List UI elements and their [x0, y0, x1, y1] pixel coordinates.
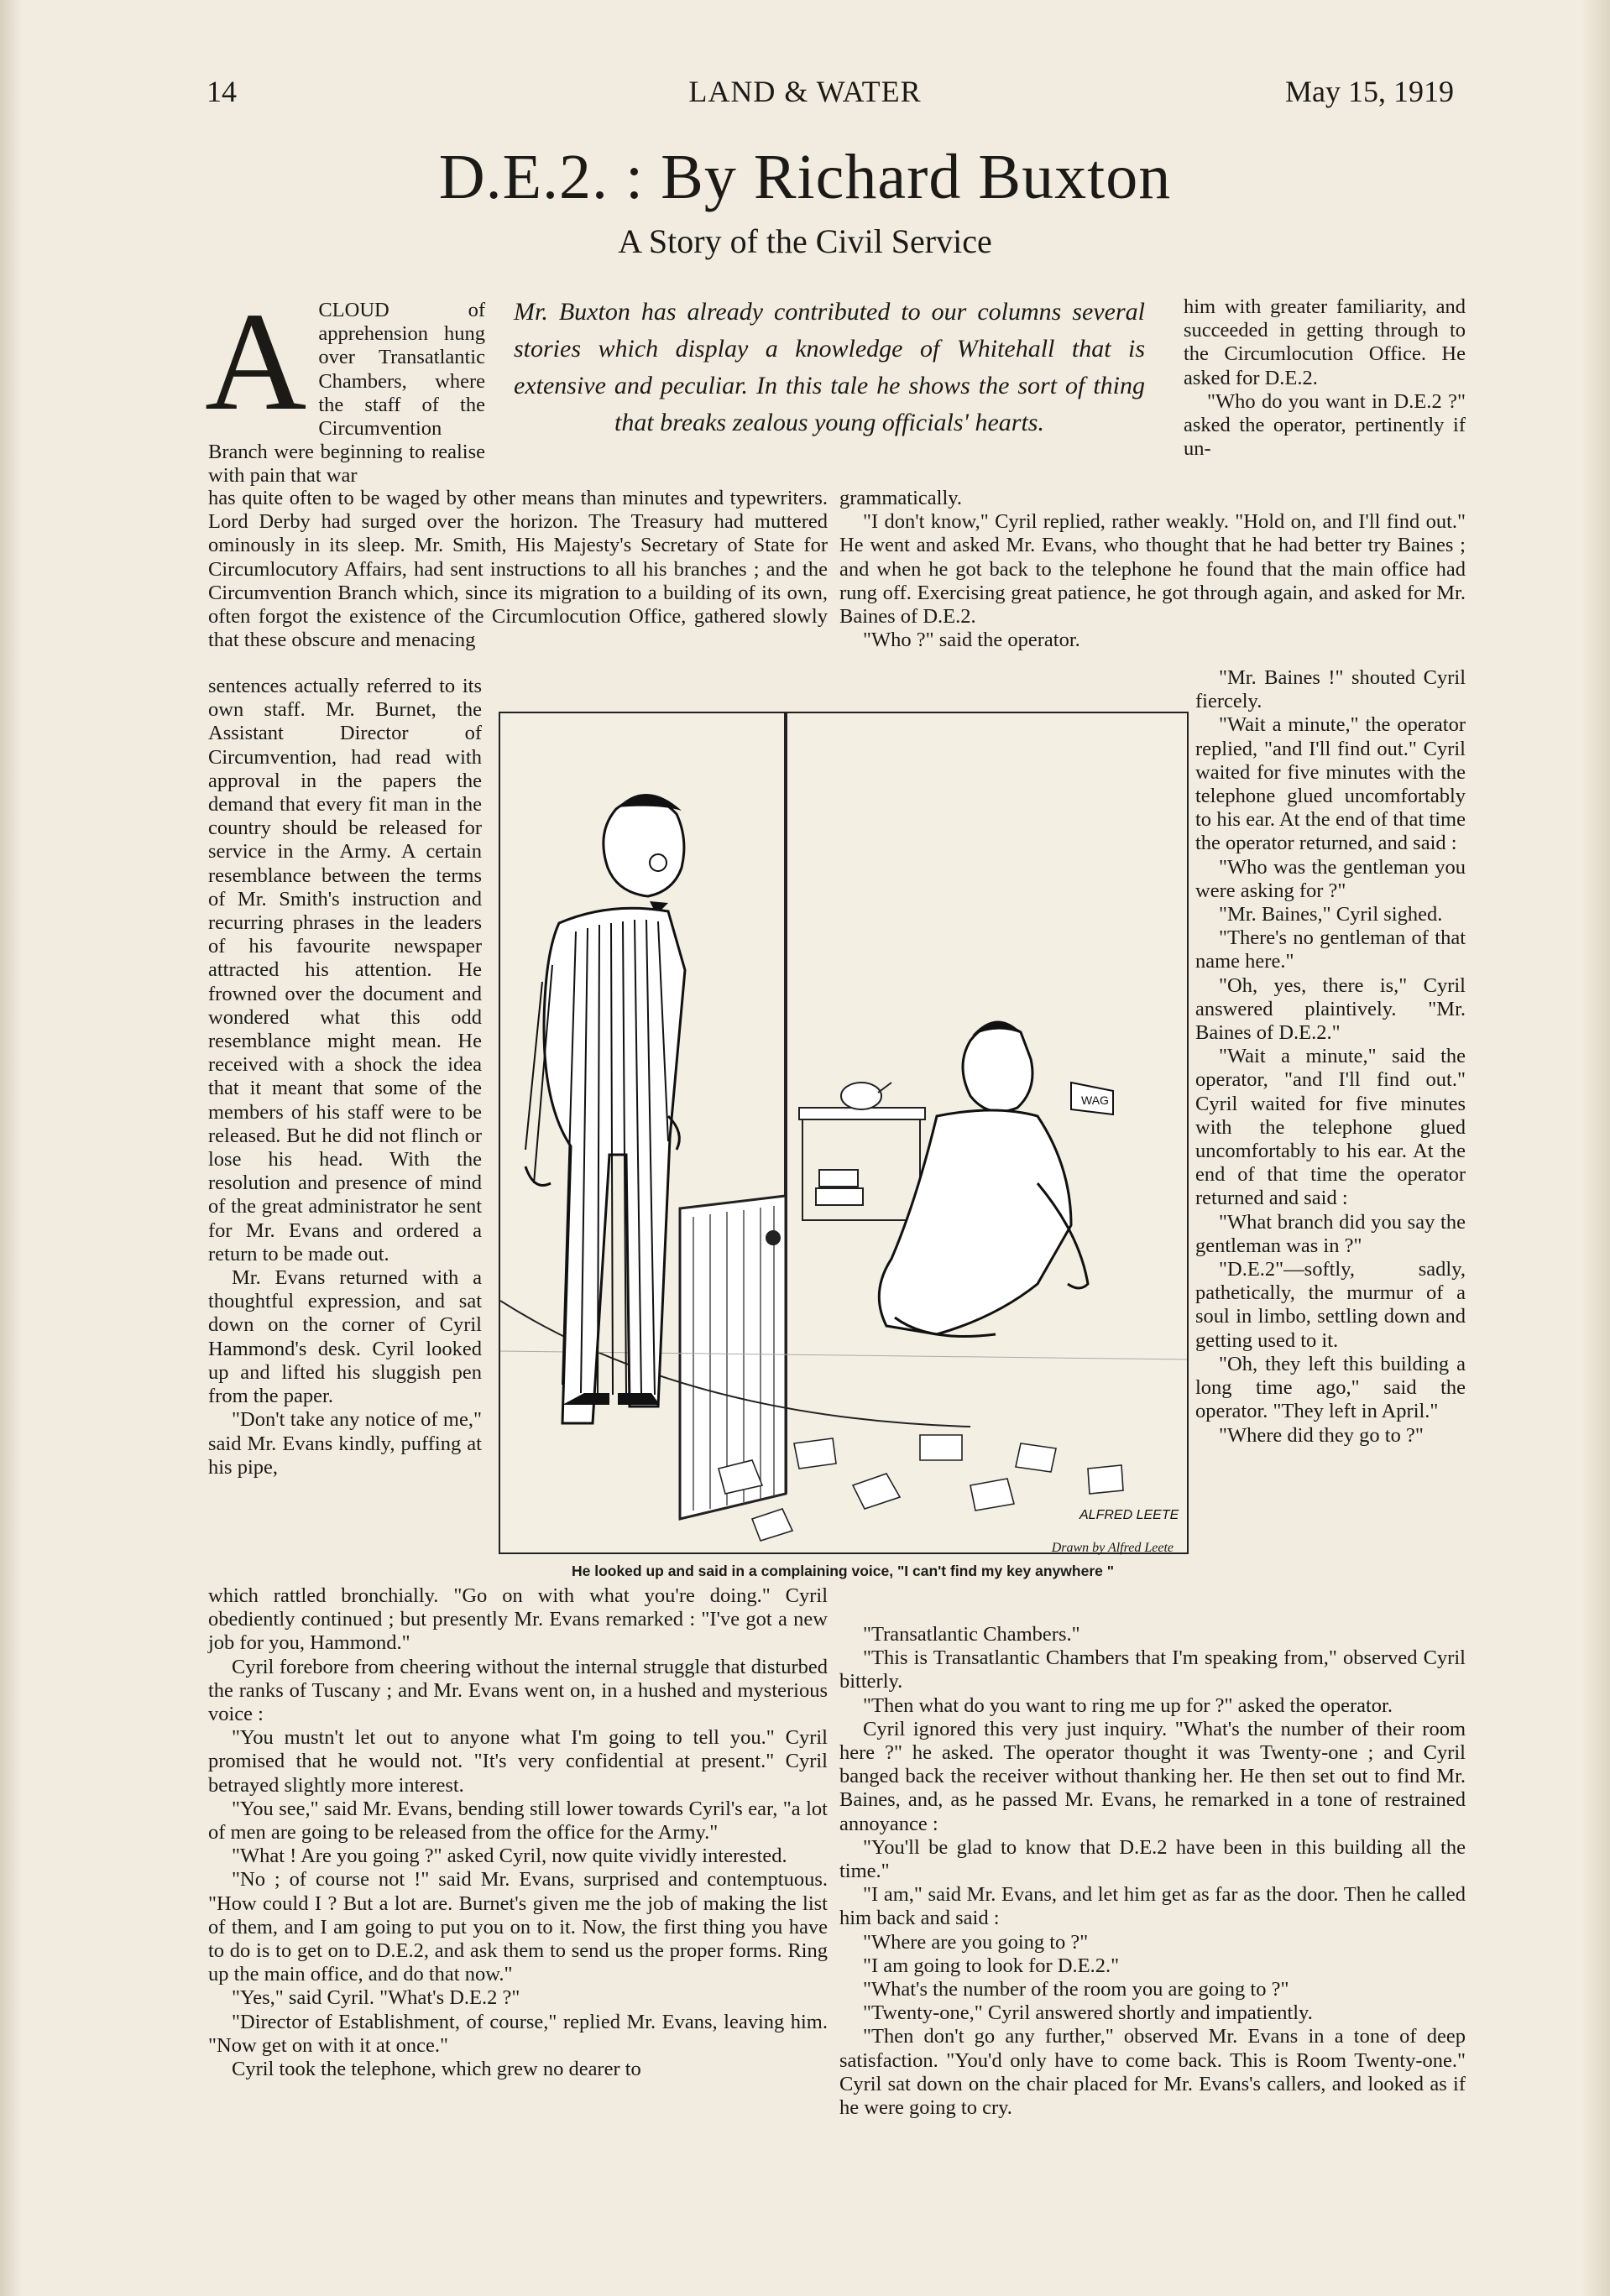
illustration-credit: Drawn by Alfred Leete — [1051, 1541, 1174, 1555]
page-number: 14 — [206, 75, 237, 108]
page-edge — [1581, 0, 1610, 2296]
right-column-bottom: "Transatlantic Chambers." "This is Transatlantic Chambers that I'm speaking from," observed Cyril bitterly. "Then what do you want to ring me up for ?" asked the operator. Cyril ignored this very just inquiry. "What's the number of their room here ?" he asked. The operator thought it was Twenty-one ; and Cyril banged back the receiver without thanking her. He then set out to find Mr. Baines, and, as he passed Mr. Evans, he remarked in a tone of restrained annoyance : "You'll be glad to know that D.E.2 have been in this building all the time." "I am," said Mr. Evans, and let him get as far as the door. Then he called him back and said : "Where are you going to ?" "I am going to look for D.E.2." "What's the number of the room you are going to ?" "Twenty-one," Cyril answered shortly and impatiently. "Then don't go any further," observed Mr. Evans in a tone of deep satisfaction. "You'd only have to come back. This is Room Twenty-one." Cyril sat down on the chair placed for Mr. Evans's callers, and looked as if he were going to cry. — [839, 1623, 1466, 2120]
wall-note-text: WAG — [1081, 1093, 1109, 1107]
page-gutter-shadow — [0, 0, 22, 2296]
left-column-bottom: which rattled bronchially. "Go on with what you're doing." Cyril obediently continued ; but presently Mr. Evans remarked : "I've got a new job for you, Hammond." Cyril forebore from cheering without the internal struggle that disturbed the ranks of Tuscany ; and Mr. Evans went on, in a hushed and mysterious voice : "You mustn't let out to anyone what I'm going to tell you." Cyril promised that he would not. "It's very confidential at present." Cyril betrayed slightly more interest. "You see," said Mr. Evans, bending still lower towards Cyril's ear, "a lot of men are going to be released from the office for the Army." "What ! Are you going ?" asked Cyril, now quite vividly interested. "No ; of course not !" said Mr. Evans, surprised and contemptuous. "How could I ? But a lot are. Burnet's given me the job of making the list of them, and I am going to put you on to it. Now, the first thing you have to do is to get on to D.E.2, and ask them to send us the proper forms. Ring up the main office, and do that now." "Yes," said Cyril. "What's D.E.2 ?" "Director of Establishment, of course," replied Mr. Evans, leaving him. "Now get on with it at once." Cyril took the telephone, which grew no dearer to — [208, 1584, 828, 2081]
issue-date: May 15, 1919 — [1285, 75, 1454, 108]
kneeling-man-figure — [879, 1020, 1113, 1336]
artist-signature: ALFRED LEETE — [1079, 1508, 1179, 1522]
left-column-body: sentences actually referred to its own staff. Mr. Burnet, the Assistant Director of Circumvention, had read with approval in the papers the demand that every fit man in the country should be released for service in the Army. A certain resemblance between the terms of Mr. Smith's instruction and recurring phrases in the leaders of his favourite newspaper attracted his attention. He frowned over the document and wondered what this odd resemblance might mean. He received with a shock the idea that it meant that some of the members of his staff were to be released. But he did not flinch or lose his head. With the resolution and presence of mind of the great administrator he sent for Mr. Evans and ordered a return to be made out. Mr. Evans returned with a thoughtful expression, and sat down on the corner of Cyril Hammond's desk. Cyril looked up and lifted his sluggish pen from the paper. "Don't take any notice of me," said Mr. Evans kindly, puffing at his pipe, — [208, 675, 482, 1479]
right-column-top: him with greater familiarity, and succeeded in getting through to the Circumlocution Office. He asked for D.E.2. "Who do you want in D.E.2 ?" asked the operator, pertinently if un- — [1184, 295, 1466, 461]
cartoon-illustration — [499, 712, 1189, 1554]
middle-text-top: grammatically. "I don't know," Cyril replied, rather weakly. "Hold on, and I'll find out." He went and asked Mr. Evans, who thought that he had better try Baines ; and when he got back to the telephone he found that the main office had rung off. Exercising great patience, he got through again, and asked for Mr. Baines of D.E.2. "Who ?" said the operator. — [839, 487, 1466, 652]
opening-column — [205, 284, 485, 488]
right-column-body: "Mr. Baines !" shouted Cyril fiercely. "Wait a minute," the operator replied, "and I'll find out." Cyril waited for five minutes with the telephone glued uncomfortably to his ear. At the end of that time the operator returned, and said : "Who was the gentleman you were asking for ?" "Mr. Baines," Cyril sighed. "There's no gentleman of that name here." "Oh, yes, there is," Cyril answered plaintively. "Mr. Baines of D.E.2." "Wait a minute," said the operator, "and I'll find out." Cyril waited for five minutes with the telephone glued uncomfortably to his ear. At the end of that time the operator returned and said : "What branch did you say the gentleman was in ?" "D.E.2"—softly, sadly, pathetically, the murmur of a soul in limbo, settling down and getting used to it. "Oh, they left this building a long time ago," said the operator. "They left in April." "Where did they go to ?" — [1195, 666, 1466, 1447]
table-with-teapot — [799, 1083, 925, 1220]
opening-text: CLOUD of apprehension hung over Transatlantic Chambers, where the staff of the Circumvention Branch were beginning to realise with pain that war — [208, 299, 485, 488]
illustration-caption: He looked up and said in a complaining voice, "I can't find my key anywhere " — [571, 1563, 1115, 1579]
editorial-intro: Mr. Buxton has already contributed to our columns several stories which display a knowledge of Whitehall that is extensive and peculiar. In this tale he shows the sort of thing that breaks zealous young officials' hearts. — [514, 298, 1145, 436]
article-subtitle: A Story of the Civil Service — [618, 222, 992, 260]
publication-name: LAND & WATER — [688, 75, 922, 108]
drop-cap: A — [205, 284, 307, 440]
main-text-top: has quite often to be waged by other means than minutes and typewriters. Lord Derby had surged over the horizon. The Treasury had muttered ominously in its sleep. Mr. Smith, His Majesty's Secretary of State for Circumlocutory Affairs, had sent instructions to all his branches ; and the Circumvention Branch which, since its migration to a building of its own, often forgot the existence of the Circumlocution Office, gathered slowly that these obscure and menacing — [208, 487, 828, 652]
article-title: D.E.2. : By Richard Buxton — [438, 142, 1172, 212]
cartoon-drawing — [500, 713, 1187, 1552]
